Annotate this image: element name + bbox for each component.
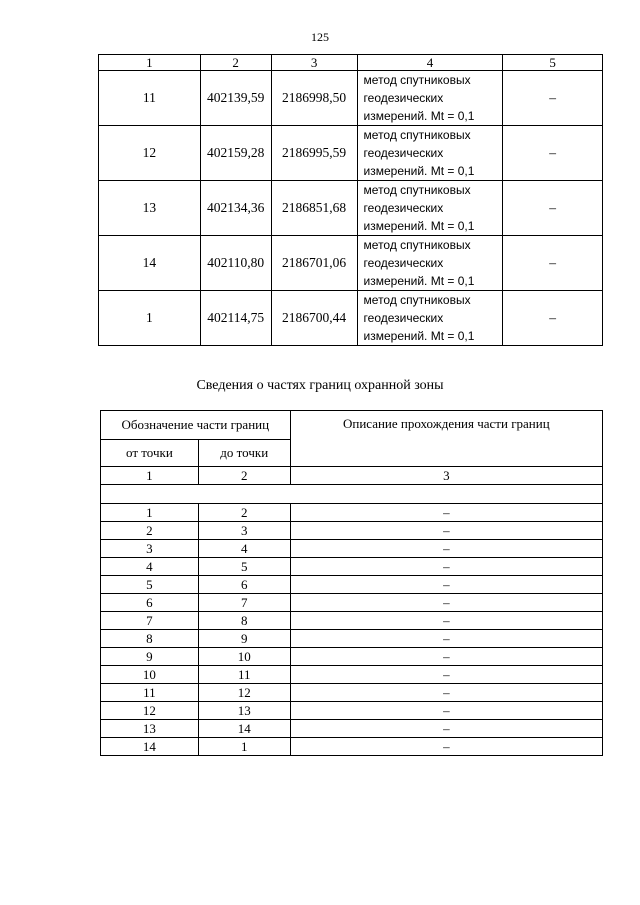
description-cell: – [290, 612, 602, 630]
method-line: метод спутниковых [363, 128, 471, 142]
column-number: 2 [200, 55, 271, 71]
from-point-cell: 3 [101, 540, 199, 558]
to-point-cell: 9 [198, 630, 290, 648]
method-cell [357, 181, 503, 236]
method-line: измерений. Mt = 0,1 [363, 219, 475, 233]
description-cell: – [290, 504, 602, 522]
parts-blank-row [101, 485, 603, 504]
x-coordinate-cell: 402159,28 [200, 126, 271, 181]
description-cell: – [290, 666, 602, 684]
column-number: 2 [198, 467, 290, 485]
column-number: 3 [290, 467, 602, 485]
from-point-cell: 5 [101, 576, 199, 594]
column-number: 3 [271, 55, 357, 71]
to-point-cell: 5 [198, 558, 290, 576]
method-line: измерений. Mt = 0,1 [363, 329, 475, 343]
coordinates-header-row [99, 55, 603, 71]
point-number-cell: 11 [99, 71, 201, 126]
from-point-cell: 2 [101, 522, 199, 540]
method-line: геодезических [363, 256, 444, 270]
to-point-cell: 14 [198, 720, 290, 738]
x-coordinate-cell: 402139,59 [200, 71, 271, 126]
to-point-cell: 1 [198, 738, 290, 756]
point-number-cell: 13 [99, 181, 201, 236]
parts-column-number-row [101, 467, 603, 485]
table-row [101, 684, 603, 702]
to-point-cell: 13 [198, 702, 290, 720]
to-point-cell: 2 [198, 504, 290, 522]
table-row [101, 504, 603, 522]
table-row [99, 181, 603, 236]
method-line: метод спутниковых [363, 183, 471, 197]
description-cell: – [290, 576, 602, 594]
description-cell: – [290, 738, 602, 756]
description-cell: – [290, 594, 602, 612]
table-row [101, 738, 603, 756]
note-cell: – [503, 291, 603, 346]
description-cell: – [290, 648, 602, 666]
to-point-cell: 8 [198, 612, 290, 630]
x-coordinate-cell: 402110,80 [200, 236, 271, 291]
point-number-cell: 1 [99, 291, 201, 346]
table-row [101, 702, 603, 720]
table-row [101, 648, 603, 666]
section-title: Сведения о частях границ охранной зоны [196, 378, 444, 393]
from-point-cell: 7 [101, 612, 199, 630]
boundary-parts-table [100, 410, 603, 756]
method-line: геодезических [363, 201, 444, 215]
table-row [99, 291, 603, 346]
method-line: метод спутниковых [363, 73, 471, 87]
blank-cell [101, 485, 603, 504]
column-number: 5 [503, 55, 603, 71]
from-point-cell: 14 [101, 738, 199, 756]
note-cell: – [503, 71, 603, 126]
table-row [101, 594, 603, 612]
y-coordinate-cell: 2186701,06 [271, 236, 357, 291]
point-number-cell: 14 [99, 236, 201, 291]
y-coordinate-cell: 2186700,44 [271, 291, 357, 346]
from-point-cell: 13 [101, 720, 199, 738]
to-point-cell: 6 [198, 576, 290, 594]
method-line: измерений. Mt = 0,1 [363, 164, 475, 178]
coordinates-table-body [99, 55, 603, 346]
method-cell [357, 291, 503, 346]
description-cell: – [290, 558, 602, 576]
header-from-point: от точки [101, 440, 199, 467]
to-point-cell: 11 [198, 666, 290, 684]
description-cell: – [290, 630, 602, 648]
coordinates-table [98, 54, 603, 346]
table-row [101, 540, 603, 558]
table-row [101, 576, 603, 594]
from-point-cell: 9 [101, 648, 199, 666]
from-point-cell: 10 [101, 666, 199, 684]
note-cell: – [503, 236, 603, 291]
description-cell: – [290, 522, 602, 540]
x-coordinate-cell: 402114,75 [200, 291, 271, 346]
from-point-cell: 12 [101, 702, 199, 720]
method-line: измерений. Mt = 0,1 [363, 274, 475, 288]
to-point-cell: 3 [198, 522, 290, 540]
table-row [101, 522, 603, 540]
method-line: геодезических [363, 91, 444, 105]
note-cell: – [503, 126, 603, 181]
from-point-cell: 6 [101, 594, 199, 612]
table-row [99, 236, 603, 291]
table-row [101, 720, 603, 738]
boundary-parts-table-body [101, 411, 603, 756]
description-cell: – [290, 702, 602, 720]
to-point-cell: 12 [198, 684, 290, 702]
from-point-cell: 11 [101, 684, 199, 702]
method-line: геодезических [363, 311, 444, 325]
to-point-cell: 4 [198, 540, 290, 558]
method-cell [357, 126, 503, 181]
y-coordinate-cell: 2186995,59 [271, 126, 357, 181]
x-coordinate-cell: 402134,36 [200, 181, 271, 236]
description-cell: – [290, 720, 602, 738]
method-cell [357, 71, 503, 126]
header-part-description: Описание прохождения части границ [290, 411, 602, 467]
method-line: метод спутниковых [363, 238, 471, 252]
header-part-designation: Обозначение части границ [101, 411, 291, 440]
note-cell: – [503, 181, 603, 236]
to-point-cell: 10 [198, 648, 290, 666]
y-coordinate-cell: 2186851,68 [271, 181, 357, 236]
description-cell: – [290, 684, 602, 702]
y-coordinate-cell: 2186998,50 [271, 71, 357, 126]
column-number: 1 [101, 467, 199, 485]
table-row [101, 630, 603, 648]
header-to-point: до точки [198, 440, 290, 467]
method-line: метод спутниковых [363, 293, 471, 307]
table-row [99, 71, 603, 126]
method-line: геодезических [363, 146, 444, 160]
table-row [101, 612, 603, 630]
page-number: 125 [311, 30, 329, 44]
table-row [101, 666, 603, 684]
description-cell: – [290, 540, 602, 558]
method-line: измерений. Mt = 0,1 [363, 109, 475, 123]
point-number-cell: 12 [99, 126, 201, 181]
to-point-cell: 7 [198, 594, 290, 612]
from-point-cell: 4 [101, 558, 199, 576]
method-cell [357, 236, 503, 291]
parts-header-row [101, 411, 603, 440]
from-point-cell: 8 [101, 630, 199, 648]
table-row [99, 126, 603, 181]
from-point-cell: 1 [101, 504, 199, 522]
column-number: 1 [99, 55, 201, 71]
column-number: 4 [357, 55, 503, 71]
table-row [101, 558, 603, 576]
